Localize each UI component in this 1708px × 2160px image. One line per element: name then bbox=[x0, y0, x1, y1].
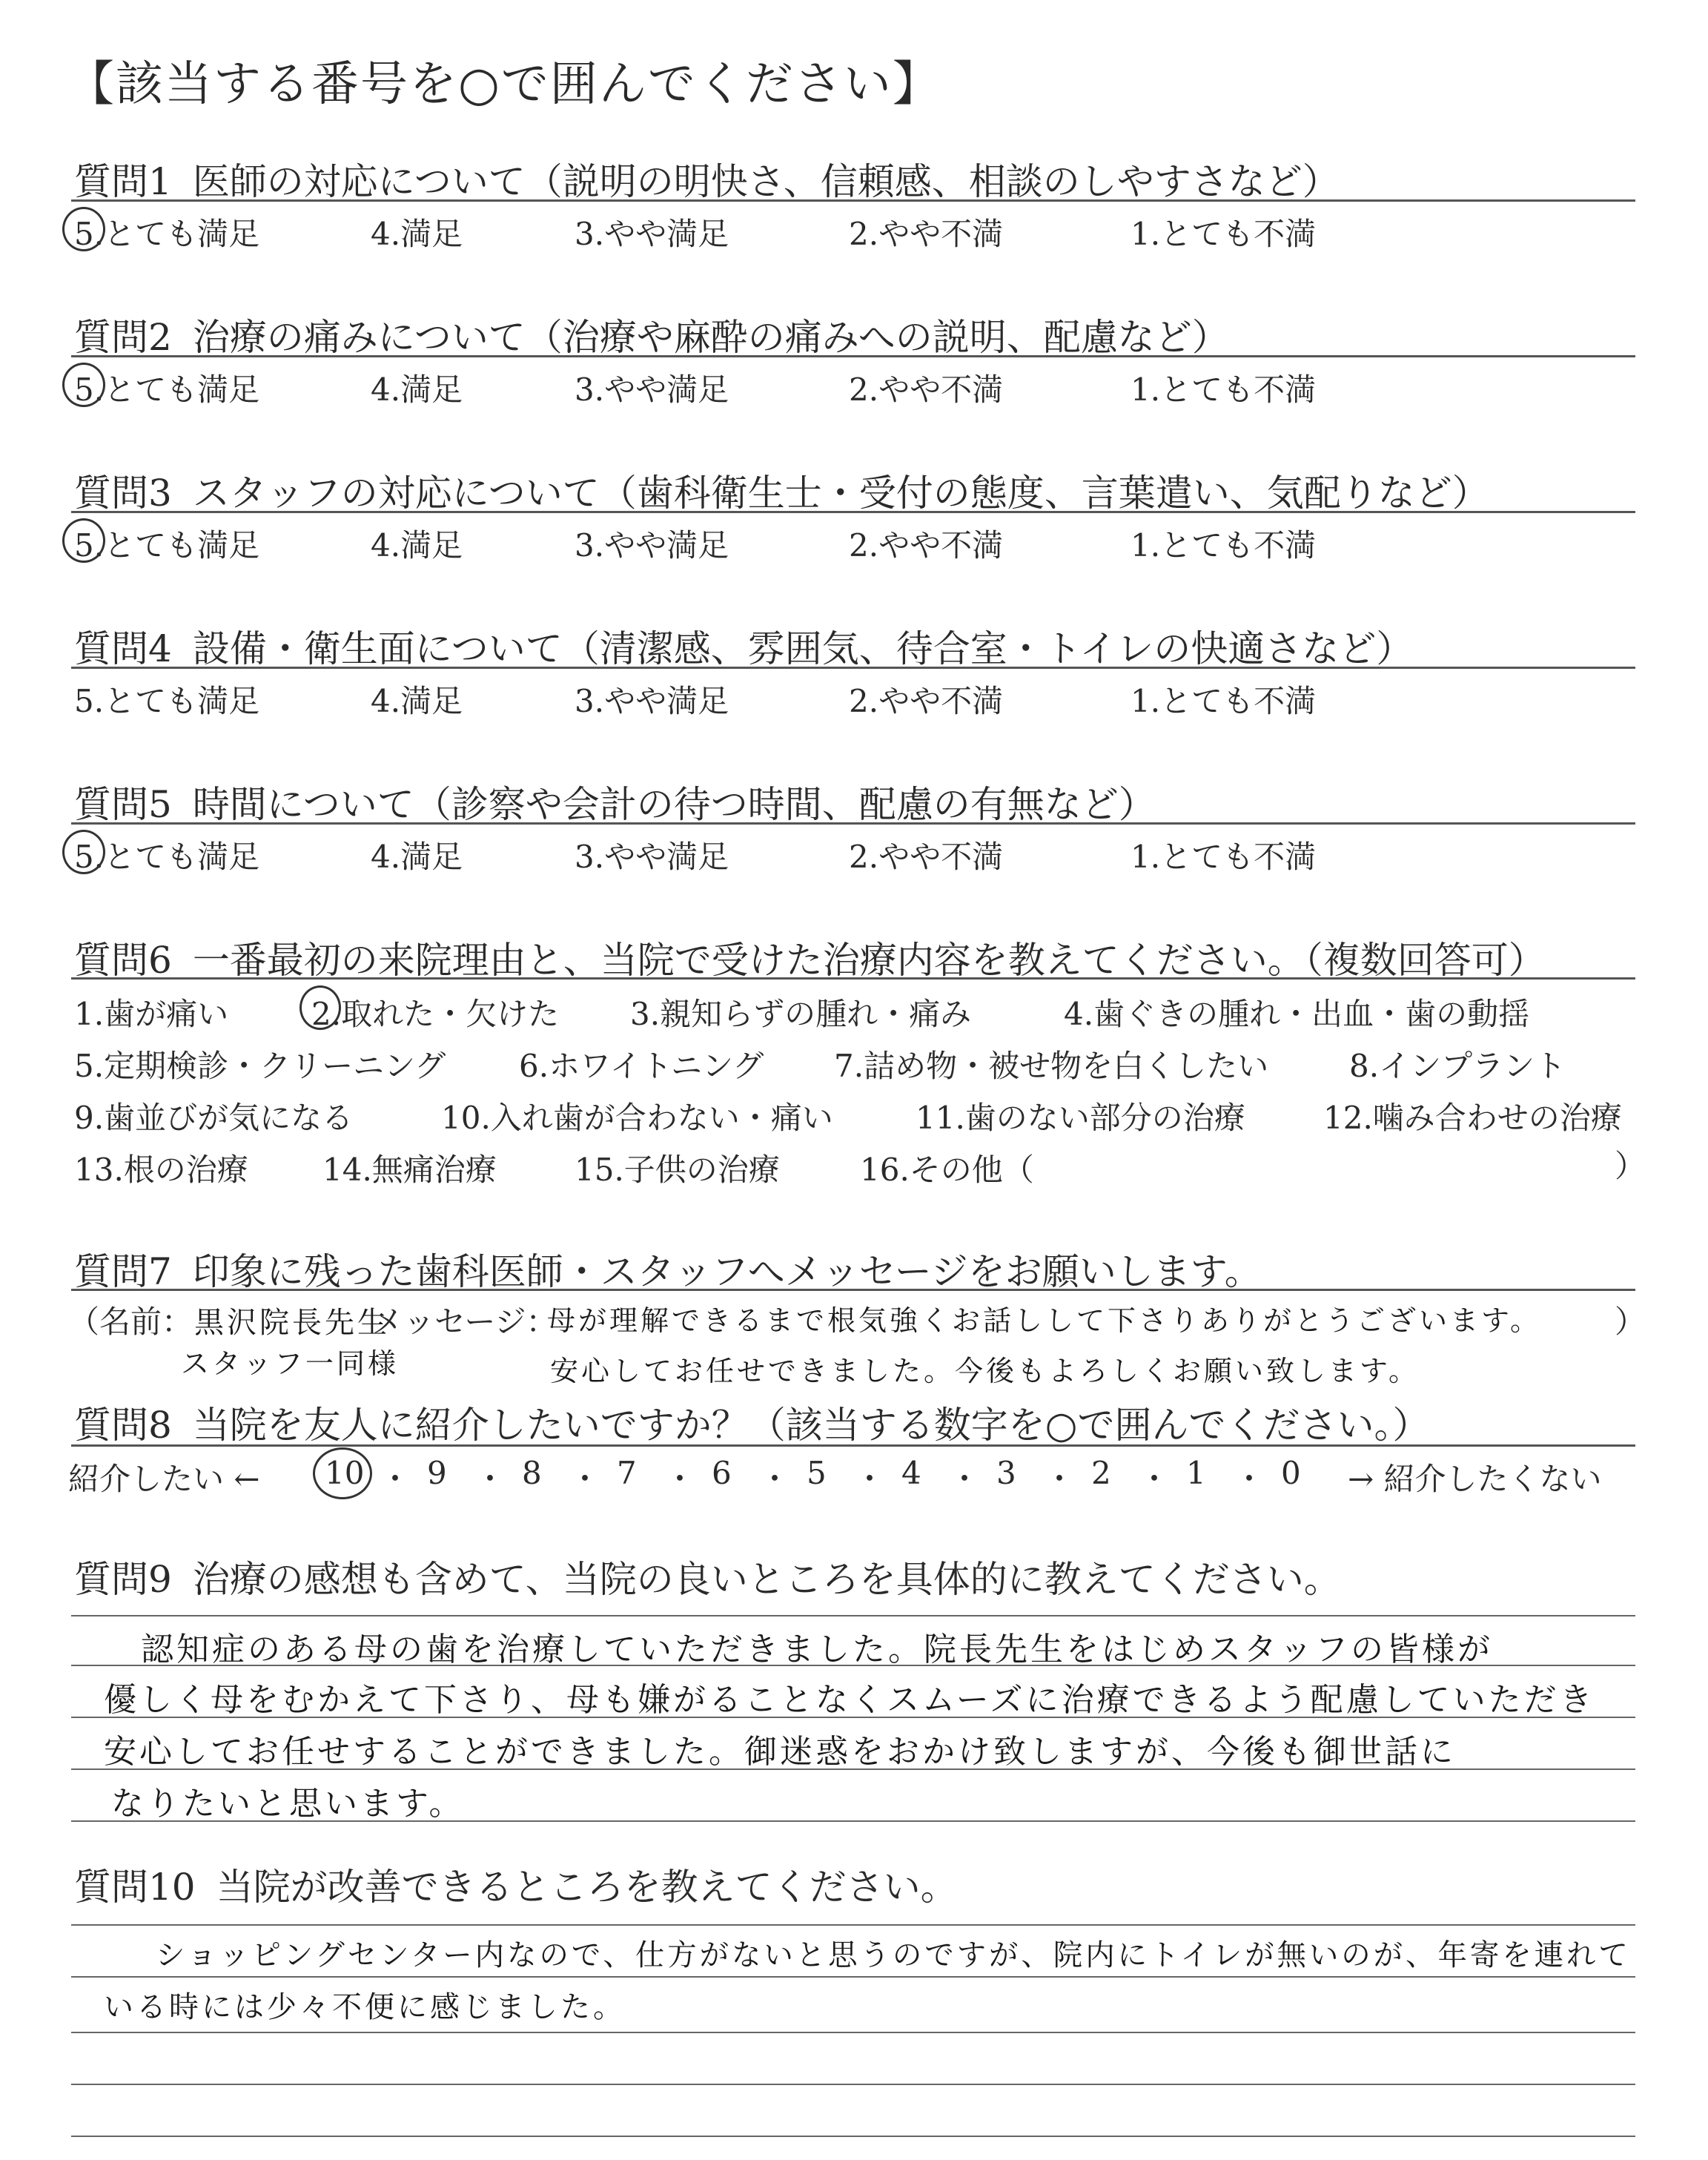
page-title: 【該当する番号を○で囲んでください】 bbox=[67, 57, 941, 112]
q8-left-label: 紹介したい ← bbox=[68, 1461, 260, 1497]
q3-label: 質問3 bbox=[74, 472, 172, 515]
q8-scale-0: 0 bbox=[1281, 1455, 1301, 1491]
q6-option-7: 7.詰め物・被せ物を白くしたい bbox=[834, 1048, 1269, 1084]
q1-rule bbox=[71, 199, 1635, 202]
q8-scale-dot: ・ bbox=[664, 1461, 696, 1497]
q10-label: 質問10 bbox=[74, 1866, 196, 1909]
q9-text: 治療の感想も含めて、当院の良いところを具体的に教えてください。 bbox=[192, 1558, 1341, 1601]
q6-option-15: 15.子供の治療 bbox=[575, 1152, 780, 1188]
q6-option-14: 14.無痛治療 bbox=[322, 1152, 497, 1188]
q8-scale-5: 5 bbox=[807, 1455, 827, 1491]
q6-option-11: 11.歯のない部分の治療 bbox=[916, 1100, 1245, 1136]
q2-label: 質問2 bbox=[74, 316, 172, 359]
q6-option-13: 13.根の治療 bbox=[74, 1152, 248, 1188]
q4-option-3: 3.やや満足 bbox=[575, 683, 729, 719]
q8-scale-dot: ・ bbox=[569, 1461, 601, 1497]
q2-selection-circle bbox=[62, 363, 105, 407]
q5-option-5: 5.とても満足 bbox=[74, 839, 260, 875]
q8-rule bbox=[71, 1444, 1635, 1447]
q6-option-12: 12.噛み合わせの治療 bbox=[1323, 1100, 1622, 1136]
q7-label: 質問7 bbox=[74, 1250, 172, 1293]
q3-rule bbox=[71, 511, 1635, 513]
q8-text: 当院を友人に紹介したいですか？（該当する数字を○で囲んでください。） bbox=[192, 1404, 1430, 1447]
q2-option-3: 3.やや満足 bbox=[575, 371, 729, 408]
q1-option-3: 3.やや満足 bbox=[575, 216, 729, 252]
q4-option-5: 5.とても満足 bbox=[74, 683, 260, 719]
q6-option-3: 3.親知らずの腫れ・痛み bbox=[630, 996, 972, 1032]
q5-label: 質問5 bbox=[74, 783, 172, 826]
q4-option-1: 1.とても不満 bbox=[1131, 683, 1317, 719]
q5-heading bbox=[74, 775, 1156, 828]
q9-handwritten-line: 安心してお任せすることができました。御迷惑をおかけ致しますが、今後も御世話に bbox=[104, 1733, 1456, 1771]
q9-label: 質問9 bbox=[74, 1558, 172, 1601]
q1-option-1: 1.とても不満 bbox=[1131, 216, 1317, 252]
q9-heading bbox=[74, 1550, 1341, 1603]
q2-option-4: 4.満足 bbox=[371, 371, 463, 408]
q6-selection-circle bbox=[299, 985, 341, 1030]
q8-scale-dot: ・ bbox=[1139, 1461, 1171, 1497]
q5-option-3: 3.やや満足 bbox=[575, 839, 729, 875]
q1-label: 質問1 bbox=[74, 160, 172, 203]
q7-name-label: （名前： bbox=[68, 1304, 193, 1340]
q10-text: 当院が改善できるところを教えてください。 bbox=[216, 1866, 958, 1909]
q3-selection-circle bbox=[62, 518, 105, 563]
q8-scale-dot: ・ bbox=[474, 1461, 506, 1497]
q2-option-5: 5.とても満足 bbox=[74, 371, 260, 408]
q8-scale-1: 1 bbox=[1186, 1455, 1206, 1491]
q5-option-1: 1.とても不満 bbox=[1131, 839, 1317, 875]
q4-option-4: 4.満足 bbox=[371, 683, 463, 719]
q6-option-9: 9.歯並びが気になる bbox=[74, 1100, 354, 1136]
q8-scale-dot: ・ bbox=[1044, 1461, 1076, 1497]
q6-option-16: 16.その他（ bbox=[860, 1152, 1034, 1188]
q8-label: 質問8 bbox=[74, 1404, 172, 1447]
q2-text: 治療の痛みについて（治療や麻酔の痛みへの説明、配慮など） bbox=[192, 316, 1229, 359]
q5-option-4: 4.満足 bbox=[371, 839, 463, 875]
q9-writing-line bbox=[71, 1615, 1635, 1616]
q3-option-2: 2.やや不満 bbox=[849, 527, 1004, 564]
q10-writing-line bbox=[71, 2084, 1635, 2085]
q8-scale-10: 10 bbox=[325, 1455, 365, 1491]
q8-scale-4: 4 bbox=[901, 1455, 921, 1491]
q6-option-4: 4.歯ぐきの腫れ・出血・歯の動揺 bbox=[1064, 996, 1530, 1032]
q3-text: スタッフの対応について（歯科衛生士・受付の態度、言葉遣い、気配りなど） bbox=[192, 472, 1489, 515]
q10-handwritten-line: いる時には少々不便に感じました。 bbox=[104, 1990, 626, 2024]
q7-rule bbox=[71, 1289, 1635, 1291]
q6-option-1: 1.歯が痛い bbox=[74, 996, 229, 1032]
q2-rule bbox=[71, 355, 1635, 357]
q5-option-2: 2.やや不満 bbox=[849, 839, 1004, 875]
q6-close-paren: ） bbox=[1615, 1148, 1646, 1184]
q4-heading bbox=[74, 619, 1413, 673]
q8-right-label: → 紹介したくない bbox=[1348, 1461, 1602, 1497]
q1-option-2: 2.やや不満 bbox=[849, 216, 1004, 252]
q2-option-2: 2.やや不満 bbox=[849, 371, 1004, 408]
q7-message-handwritten-2: 安心してお任せできました。今後もよろしくお願い致します。 bbox=[550, 1355, 1420, 1387]
q8-scale-2: 2 bbox=[1091, 1455, 1111, 1491]
q9-handwritten-line: 優しく母をむかえて下さり、母も嫌がることなくスムーズに治療できるよう配慮していただき bbox=[104, 1681, 1595, 1719]
q10-handwritten-line: ショッピングセンター内なので、仕方がないと思うのですが、院内にトイレが無いのが、年寄を連れて bbox=[156, 1938, 1631, 1972]
q4-text: 設備・衛生面について（清潔感、雰囲気、待合室・トイレの快適さなど） bbox=[192, 627, 1414, 670]
q6-option-10: 10.入れ歯が合わない・痛い bbox=[441, 1100, 833, 1136]
q10-writing-line bbox=[71, 1924, 1635, 1926]
q4-rule bbox=[71, 667, 1635, 669]
q8-scale-6: 6 bbox=[712, 1455, 732, 1491]
q6-option-5: 5.定期検診・クリーニング bbox=[74, 1048, 446, 1084]
q8-scale-8: 8 bbox=[522, 1455, 542, 1491]
q8-scale-dot: ・ bbox=[854, 1461, 886, 1497]
q6-option-6: 6.ホワイトニング bbox=[519, 1048, 764, 1084]
q6-heading bbox=[74, 931, 1546, 984]
q3-option-3: 3.やや満足 bbox=[575, 527, 729, 564]
q3-option-4: 4.満足 bbox=[371, 527, 463, 564]
q3-heading bbox=[74, 463, 1489, 517]
q1-heading bbox=[74, 152, 1340, 205]
q8-scale-dot: ・ bbox=[380, 1461, 411, 1497]
q3-option-5: 5.とても満足 bbox=[74, 527, 260, 564]
q6-label: 質問6 bbox=[74, 939, 172, 982]
q7-text: 印象に残った歯科医師・スタッフへメッセージをお願いします。 bbox=[192, 1250, 1262, 1293]
q6-rule bbox=[71, 977, 1635, 980]
q7-name-handwritten-2: スタッフ一同様 bbox=[181, 1347, 400, 1380]
q3-option-1: 1.とても不満 bbox=[1131, 527, 1317, 564]
q7-name-handwritten-1: 黒沢院長先生 bbox=[194, 1306, 390, 1340]
q10-heading bbox=[74, 1857, 958, 1911]
q5-rule bbox=[71, 822, 1635, 825]
q8-heading bbox=[74, 1396, 1429, 1449]
q2-option-1: 1.とても不満 bbox=[1131, 371, 1317, 408]
q4-label: 質問4 bbox=[74, 627, 172, 670]
q10-writing-line bbox=[71, 2136, 1635, 2137]
q10-writing-line bbox=[71, 2032, 1635, 2033]
q6-text: 一番最初の来院理由と、当院で受けた治療内容を教えてください。（複数回答可） bbox=[192, 939, 1546, 982]
q1-selection-circle bbox=[62, 207, 105, 251]
q9-handwritten-line: なりたいと思います。 bbox=[111, 1785, 465, 1823]
q1-text: 医師の対応について（説明の明快さ、信頼感、相談のしやすさなど） bbox=[192, 160, 1340, 203]
q1-option-4: 4.満足 bbox=[371, 216, 463, 252]
q4-option-2: 2.やや不満 bbox=[849, 683, 1004, 719]
q7-message-label: メッセージ： bbox=[372, 1304, 557, 1340]
q7-message-handwritten-1: 母が理解できるまで根気強くお話しして下さりありがとうございます。 bbox=[547, 1304, 1541, 1337]
q1-option-5: 5.とても満足 bbox=[74, 216, 260, 252]
q5-text: 時間について（診察や会計の待つ時間、配慮の有無など） bbox=[192, 783, 1156, 826]
q8-scale-7: 7 bbox=[617, 1455, 637, 1491]
q6-option-2: 2.取れた・欠けた bbox=[311, 996, 560, 1032]
q8-scale-dot: ・ bbox=[1234, 1461, 1265, 1497]
q8-scale-9: 9 bbox=[427, 1455, 447, 1491]
q10-writing-line bbox=[71, 1976, 1635, 1978]
q8-scale-3: 3 bbox=[996, 1455, 1016, 1491]
q8-selection-circle bbox=[313, 1447, 372, 1499]
q5-selection-circle bbox=[62, 830, 105, 874]
q7-heading bbox=[74, 1242, 1262, 1295]
q9-handwritten-line: 認知症のある母の歯を治療していただきました。院長先生をはじめスタッフの皆様が bbox=[141, 1631, 1493, 1668]
q2-heading bbox=[74, 308, 1229, 361]
q8-scale-dot: ・ bbox=[759, 1461, 791, 1497]
q6-option-8: 8.インプラント bbox=[1349, 1048, 1566, 1084]
q7-close-paren: ） bbox=[1615, 1304, 1646, 1340]
q8-scale-dot: ・ bbox=[949, 1461, 981, 1497]
